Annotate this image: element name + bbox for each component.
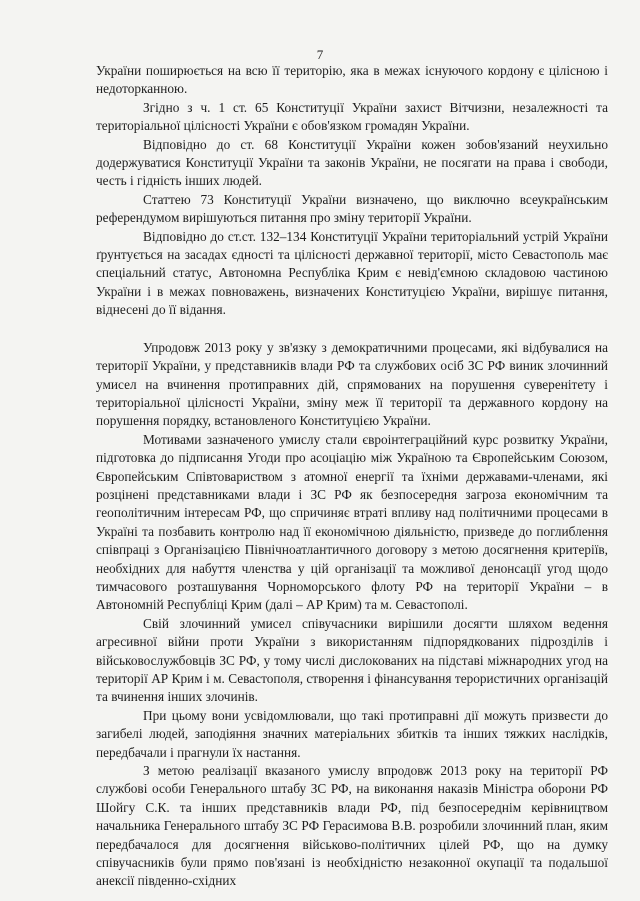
paragraph: При цьому вони усвідомлювали, що такі протиправні дії можуть призвести до загибелі людей, заподіяння значних матеріальних збитків та інших тяжких наслідків, передбачали і прагнули їх настання. bbox=[96, 707, 608, 760]
paragraph: З метою реалізації вказаного умислу впродовж 2013 року на території РФ службові особи Генерального штабу ЗС РФ, на виконання наказів Міністра оборони РФ Шойгу С.К. та інших представників влади РФ, під безпосереднім керівництвом начальника Генерального штабу ЗС РФ Герасимова В.В. розробили злочинний план, яким передбачалося для досягнення військово-політичних цілей РФ, що на думку співучасників були прямо пов'язані із необхідністю незаконної окупації та подальшої анексії південно-східних bbox=[96, 763, 608, 889]
paragraph: Статтею 73 Конституції України визначено, що виключно всеукраїнським референдумом вирішуються питання про зміну території України. bbox=[96, 191, 608, 226]
paragraph: Відповідно до ст. 68 Конституції України кожен зобов'язаний неухильно додержуватися Конституції України та законів України, не посягати на права і свободи, честь і гідність інших людей. bbox=[96, 136, 608, 189]
paragraph: України поширюється на всю її територію, яка в межах існуючого кордону є цілісною і недоторканною. bbox=[96, 63, 608, 97]
paragraph: Мотивами зазначеного умислу стали євроінтеграційний курс розвитку України, підготовка до підписання Угоди про асоціацію між Україною та Європейським Союзом, Європейським Співтовариством з атомної енергії та їхніми державами-членами, які розцінені представниками влади і ЗС РФ як безпосередня загроза економічним та геополітичним інтересам РФ, що спричиняє втраті впливу над політичними процесами в Україні та позбавить контролю над її економічною діяльністю, призведе до поглиблення співпраці з Організацією Північноатлантичного договору з метою досягнення критеріїв, необхідних для набуття членства у цій організації та можливої денонсації угод щодо тимчасового розташування Чорноморського флоту РФ на території України – в Автономній Республіці Крим (далі – АР Крим) та м. Севастополі. bbox=[96, 431, 608, 613]
paragraph: Відповідно до ст.ст. 132–134 Конституції України територіальний устрій України ґрунтується на засадах єдності та цілісності державної території, місто Севастополь має спеціальний статус, Автономна Республіка Крим є невід'ємною складовою частиною України і в межах повноважень, визначених Конституцією України, вирішує питання, віднесені до її відання. bbox=[96, 228, 608, 318]
paragraph: Згідно з ч. 1 ст. 65 Конституції України захист Вітчизни, незалежності та територіальної цілісності України є обов'язком громадян України. bbox=[96, 99, 608, 134]
paragraph: Упродовж 2013 року у зв'язку з демократичними процесами, які відбувалися на території України, у представників влади РФ та службових осіб ЗС РФ виник злочинний умисел на вчинення протиправних дій, спрямованих на порушення суверенітету і територіальної цілісності України, зміну меж її території та державного кордону на порушення порядку, встановленого Конституцією України. bbox=[96, 339, 608, 429]
page-number: 7 bbox=[316, 47, 324, 62]
paragraph: Свій злочинний умисел співучасники вирішили досягти шляхом ведення агресивної війни проти України з використанням підпорядкованих підрозділів і військовослужбовців ЗС РФ, у тому числі дислокованих на підставі міжнародних угод на території АР Крим і м. Севастополя, створення і фінансування терористичних організацій та вчинення інших злочинів. bbox=[96, 615, 608, 705]
document-body bbox=[96, 62, 608, 891]
